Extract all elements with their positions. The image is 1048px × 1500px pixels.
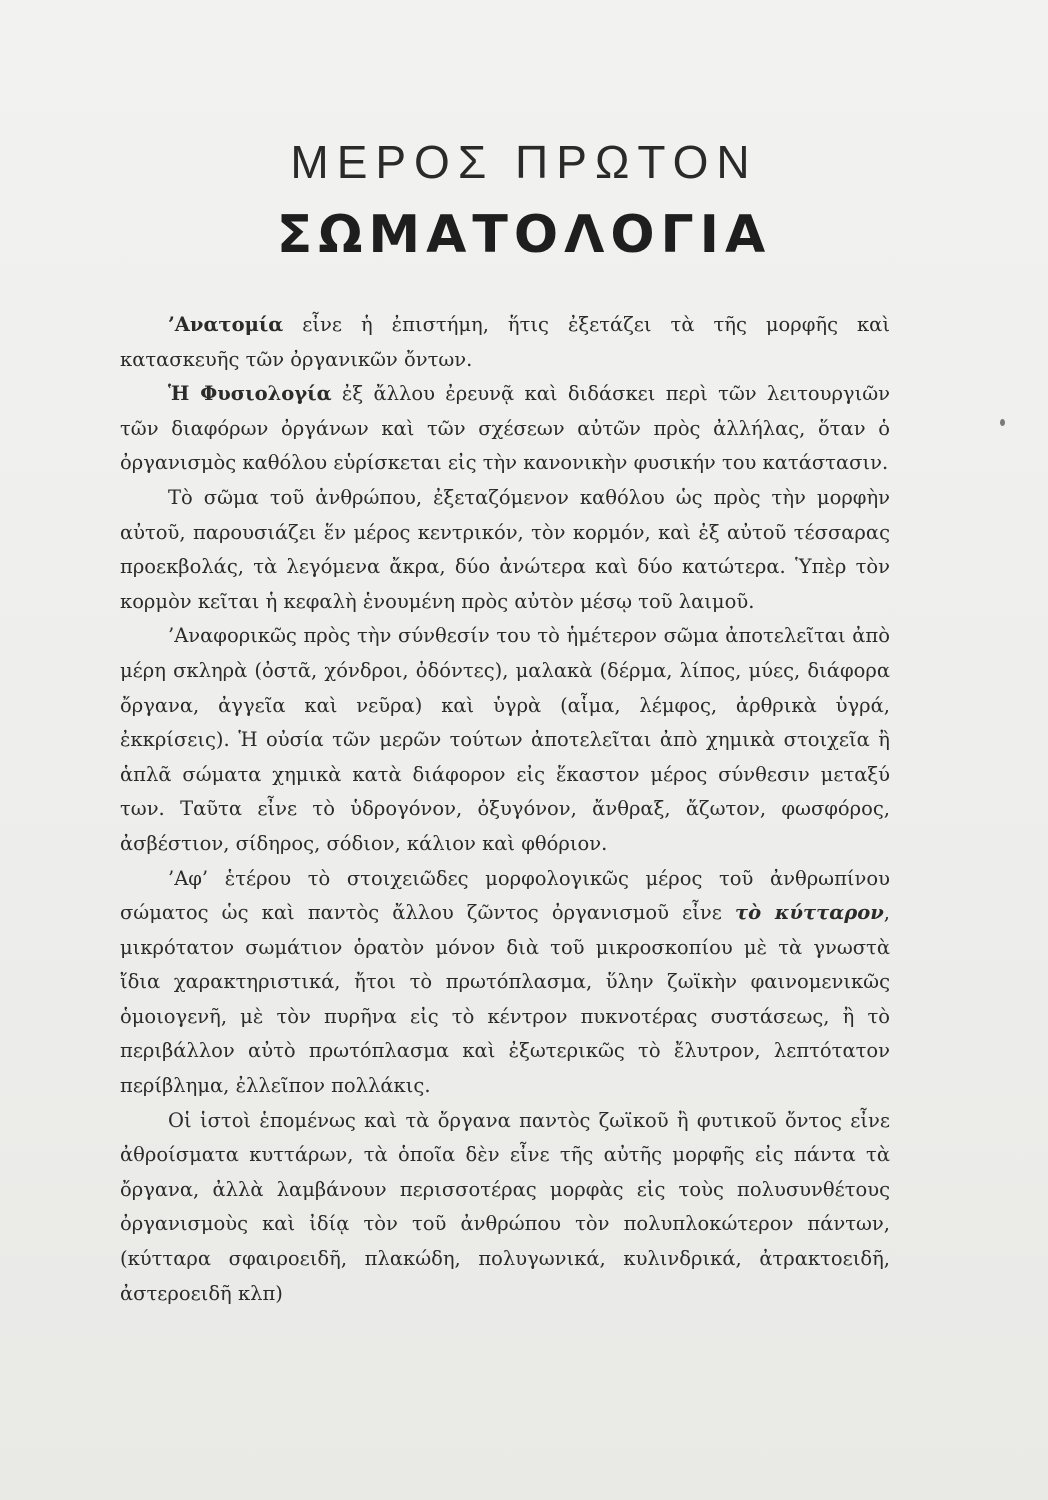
term-physiology: Ἡ Φυσιολογία [168,382,332,406]
paragraph-physiology [120,377,890,481]
term-cell: τὸ κύτταρον [735,901,884,925]
body-text [120,308,890,1311]
paragraph-composition: ’Αναφορικῶς πρὸς τὴν σύνθεσίν του τὸ ἡμέτερον σῶμα ἀποτελεῖται ἀπὸ μέρη σκληρὰ (ὀστᾶ, χόνδροι, ὀδόντες), μαλακὰ (δέρμα, λίπος, μύες, διάφορα ὄργανα, ἀγγεῖα καὶ νεῦρα) καὶ ὑγρὰ (αἷμα, λέμφος, ἀρθρικὰ ὑγρά, ἐκκρίσεις). Ἡ οὐσία τῶν μερῶν τούτων ἀποτελεῖται ἀπὸ χημικὰ στοιχεῖα ἢ ἁπλᾶ σώματα χημικὰ κατὰ διάφορον εἰς ἕκαστον μέρος σύνθεσιν μεταξύ των. Ταῦτα εἶνε τὸ ὑδρογόνον, ὀξυγόνον, ἄνθραξ, ἄζωτον, φωσφόρος, ἀσβέστιον, σίδηρος, σόδιον, κάλιον καὶ φθόριον. [120,624,890,855]
part-title: ΜΕΡΟΣ ΠΡΩΤΟΝ [290,136,758,188]
ink-speck [1000,419,1005,426]
paragraph-physiology-text: ἐξ ἄλλου ἐρευνᾷ καὶ διδάσκει περὶ τῶν λειτουργιῶν τῶν διαφόρων ὀργάνων καὶ τῶν σχέσεων αὐτῶν πρὸς ἀλλήλας, ὅταν ὁ ὀργανισμὸς καθόλου εὑρίσκεται εἰς τὴν κανονικὴν φυσικήν του κατάστασιν. [120,382,890,475]
paragraph-cell-text-before: ’Αφ’ ἑτέρου τὸ στοιχειῶδες μορφολογικῶς μέρος τοῦ ἀνθρωπίνου σώματος ὡς καὶ παντὸς ἄλλου ζῶντος ὀργανισμοῦ εἶνε [120,866,890,925]
paragraph-body-form: Τὸ σῶμα τοῦ ἀνθρώπου, ἐξεταζόμενον καθόλου ὡς πρὸς τὴν μορφὴν αὐτοῦ, παρουσιάζει ἕν μέρος κεντρικόν, τὸν κορμόν, καὶ ἐξ αὐτοῦ τέσσαρας προεκβολάς, τὰ λεγόμενα ἄκρα, δύο ἀνώτερα καὶ δύο κατώτερα. Ὑπὲρ τὸν κορμὸν κεῖται ἡ κεφαλὴ ἑνουμένη πρὸς αὐτὸν μέσῳ τοῦ λαιμοῦ. [120,485,890,613]
paragraph-anatomy [120,308,890,377]
paragraph-anatomy-text: εἶνε ἡ ἐπιστήμη, ἥτις ἐξετάζει τὰ τῆς μορφῆς καὶ κατασκευῆς τῶν ὀργανικῶν ὄντων. [120,313,890,371]
term-anatomy: ’Ανατομία [168,313,284,336]
paragraph-tissues: Οἱ ἱστοὶ ἑπομένως καὶ τὰ ὄργανα παντὸς ζωϊκοῦ ἢ φυτικοῦ ὄντος εἶνε ἀθροίσματα κυττάρων, τὰ ὁποῖα δὲν εἶνε τῆς αὐτῆς μορφῆς εἰς πάντα τὰ ὄργανα, ἀλλὰ λαμβάνουν περισσοτέρας μορφὰς εἰς τοὺς πολυσυνθέτους ὀργανισμοὺς καὶ ἰδίᾳ τὸν τοῦ ἀνθρώπου τὸν πολυπλοκώτερον πάντων, (κύτταρα σφαιροειδῆ, πλακώδη, πολυγωνικά, κυλινδρικά, ἀτρακτοειδῆ, ἀστεροειδῆ κλπ) [120,1108,890,1305]
paragraph-cell [120,862,890,1104]
chapter-title: ΣΩΜΑΤΟΛΟΓΙΑ [276,205,772,265]
paragraph-cell-text-after: , μικρότατον σωμάτιον ὁρατὸν μόνον διὰ τοῦ μικροσκοπίου μὲ τὰ γνωστὰ ἴδια χαρακτηριστικά, ἤτοι τὸ πρωτόπλασμα, ὕλην ζωϊκὴν φαινομενικῶς ὁμοιογενῆ, μὲ τὸν πυρῆνα εἰς τὸ κέντρον πυκνοτέρας συστάσεως, ἢ τὸ περιβάλλον αὐτὸ πρωτόπλασμα καὶ ἐξωτερικῶς τὸ ἔλυτρον, λεπτότατον περίβλημα, ἐλλεῖπον πολλάκις. [120,901,890,1098]
